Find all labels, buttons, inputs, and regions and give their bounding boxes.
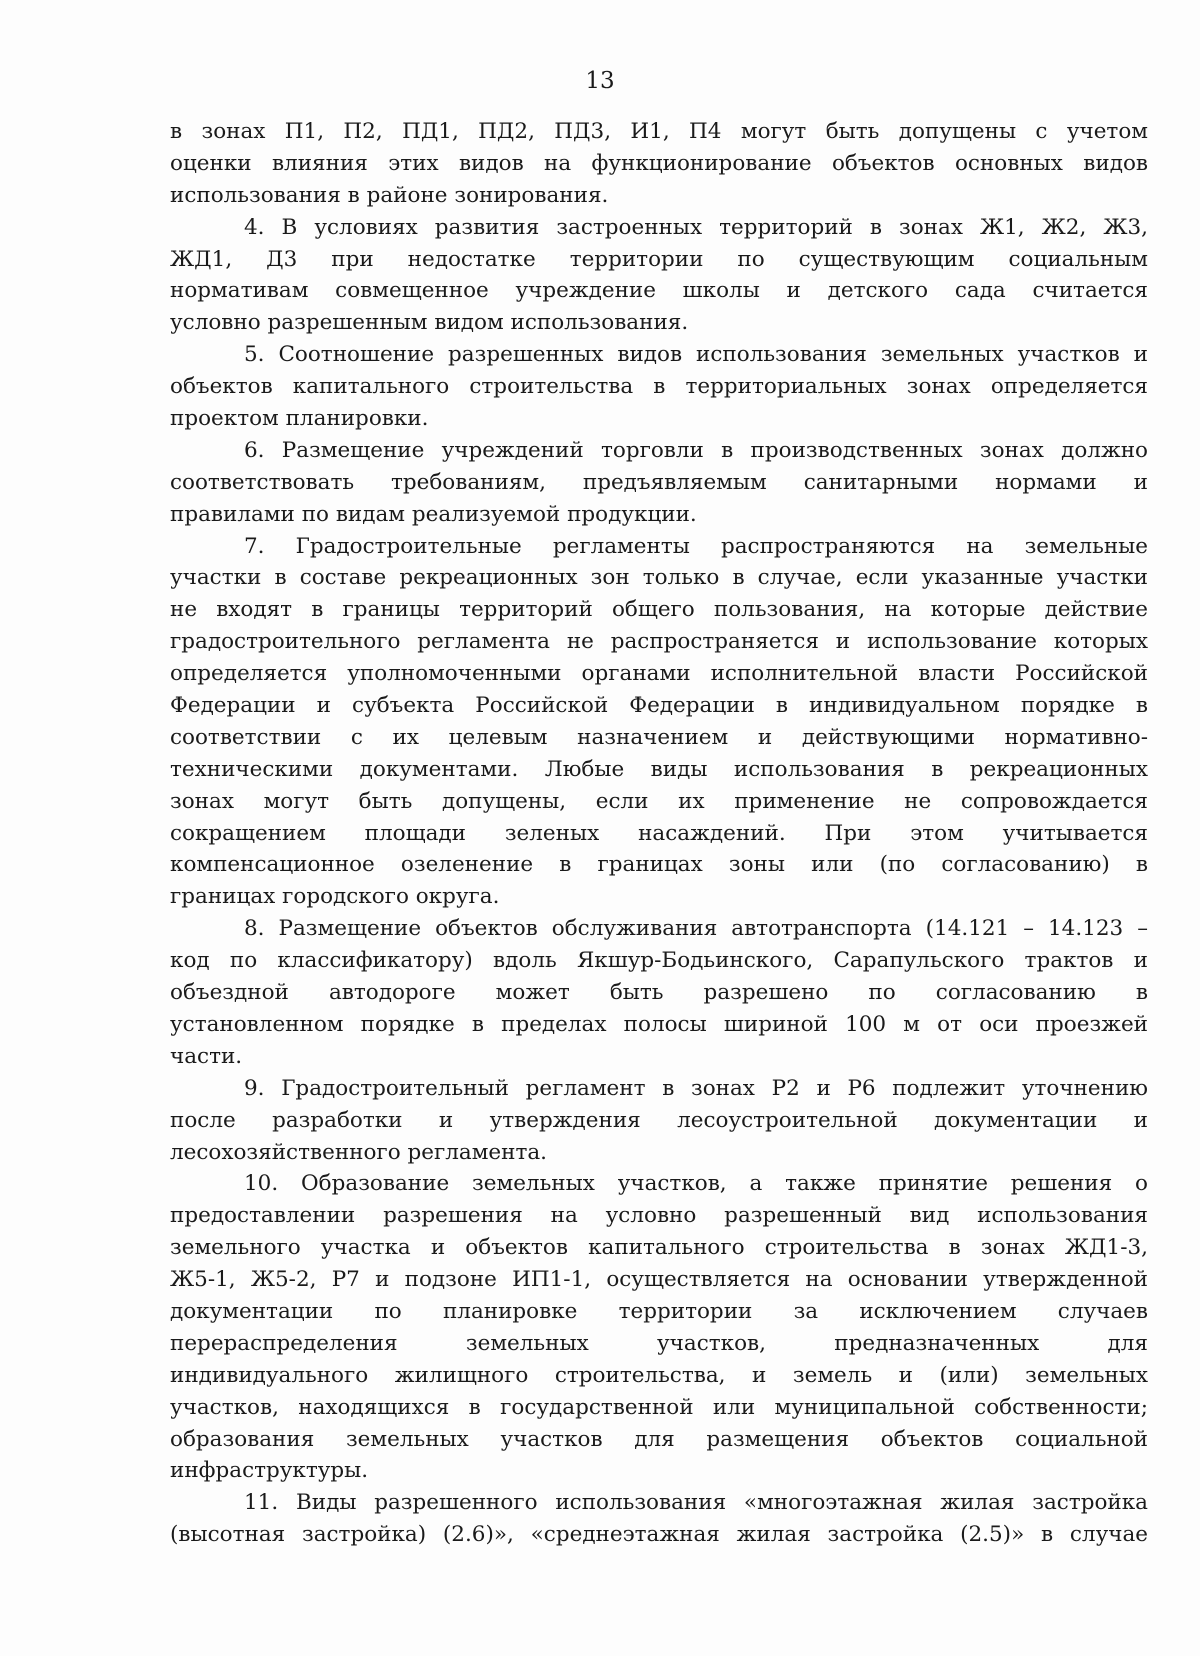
text-line: (высотная застройка) (2.6)», «среднеэтажная жилая застройка (2.5)» в случае	[170, 1522, 1148, 1548]
text-line: участков, находящихся в государственной или муниципальной собственности;	[170, 1394, 1148, 1420]
text-line: части.	[170, 1043, 243, 1069]
text-line: ЖД1, Д3 при недостатке территории по существующим социальным	[170, 246, 1148, 272]
text-line: проектом планировки.	[170, 406, 429, 432]
text-line: градостроительного регламента не распространяется и использование которых	[170, 629, 1148, 655]
paragraph	[170, 1487, 1148, 1551]
document-body	[170, 116, 1148, 1551]
paragraph	[170, 212, 1148, 340]
text-line: зонах могут быть допущены, если их применение не сопровождается	[170, 788, 1148, 814]
text-line: 4. В условиях развития застроенных территорий в зонах Ж1, Ж2, Ж3,	[244, 214, 1148, 240]
text-line: нормативам совмещенное учреждение школы и детского сада считается	[170, 278, 1148, 304]
text-line: перераспределения земельных участков, предназначенных для	[170, 1330, 1148, 1356]
text-line: соответствии с их целевым назначением и действующими нормативно-	[170, 724, 1148, 750]
paragraph	[170, 531, 1148, 914]
text-line: техническими документами. Любые виды использования в рекреационных	[170, 756, 1148, 782]
paragraph	[170, 435, 1148, 531]
text-line: правилами по видам реализуемой продукции.	[170, 501, 697, 527]
text-line: код по классификатору) вдоль Якшур-Бодьинского, Сарапульского трактов и	[170, 948, 1148, 974]
text-line: после разработки и утверждения лесоустроительной документации и	[170, 1107, 1148, 1133]
text-line: 9. Градостроительный регламент в зонах Р2 и Р6 подлежит уточнению	[244, 1075, 1148, 1101]
text-line: индивидуального жилищного строительства, и земель и (или) земельных	[170, 1362, 1148, 1388]
text-line: определяется уполномоченными органами исполнительной власти Российской	[170, 661, 1148, 687]
text-line: предоставлении разрешения на условно разрешенный вид использования	[170, 1203, 1148, 1229]
paragraph	[170, 1168, 1148, 1487]
text-line: документации по планировке территории за исключением случаев	[170, 1298, 1148, 1324]
text-line: в зонах П1, П2, ПД1, ПД2, ПД3, И1, П4 могут быть допущены с учетом	[170, 119, 1148, 144]
text-line: границах городского округа.	[170, 884, 500, 910]
text-line: Федерации и субъекта Российской Федерации в индивидуальном порядке в	[170, 693, 1148, 719]
page-number: 13	[585, 68, 615, 94]
text-line: объездной автодороге может быть разрешено по согласованию в	[170, 980, 1148, 1006]
text-line: использования в районе зонирования.	[170, 182, 609, 208]
paragraph	[170, 1073, 1148, 1169]
paragraph	[170, 339, 1148, 435]
text-line: соответствовать требованиям, предъявляемым санитарными нормами и	[170, 469, 1148, 495]
text-line: 5. Соотношение разрешенных видов использования земельных участков и	[244, 342, 1148, 368]
text-line: образования земельных участков для размещения объектов социальной	[170, 1426, 1148, 1452]
text-line: объектов капитального строительства в территориальных зонах определяется	[170, 374, 1148, 400]
text-line: 7. Градостроительные регламенты распространяются на земельные	[244, 533, 1148, 559]
text-line: земельного участка и объектов капитального строительства в зонах ЖД1-3,	[170, 1235, 1148, 1261]
text-line: оценки влияния этих видов на функционирование объектов основных видов	[170, 150, 1148, 176]
text-line: лесохозяйственного регламента.	[170, 1139, 548, 1165]
text-line: Ж5-1, Ж5-2, Р7 и подзоне ИП1-1, осуществляется на основании утвержденной	[170, 1267, 1148, 1293]
text-line: компенсационное озеленение в границах зоны или (по согласованию) в	[170, 852, 1148, 878]
text-line: 8. Размещение объектов обслуживания автотранспорта (14.121 – 14.123 –	[244, 916, 1148, 942]
text-line: условно разрешенным видом использования.	[170, 310, 689, 336]
text-line: участки в составе рекреационных зон только в случае, если указанные участки	[170, 565, 1148, 591]
text-line: установленном порядке в пределах полосы шириной 100 м от оси проезжей	[170, 1011, 1148, 1037]
text-line: сокращением площади зеленых насаждений. При этом учитывается	[170, 820, 1148, 846]
text-line: 10. Образование земельных участков, а также принятие решения о	[244, 1171, 1148, 1197]
text-line: не входят в границы территорий общего пользования, на которые действие	[170, 597, 1148, 623]
text-line: 6. Размещение учреждений торговли в производственных зонах должно	[244, 437, 1148, 463]
paragraph	[170, 913, 1148, 1072]
text-line: инфраструктуры.	[170, 1458, 369, 1484]
text-line: 11. Виды разрешенного использования «многоэтажная жилая застройка	[244, 1490, 1148, 1516]
paragraph	[170, 116, 1148, 212]
